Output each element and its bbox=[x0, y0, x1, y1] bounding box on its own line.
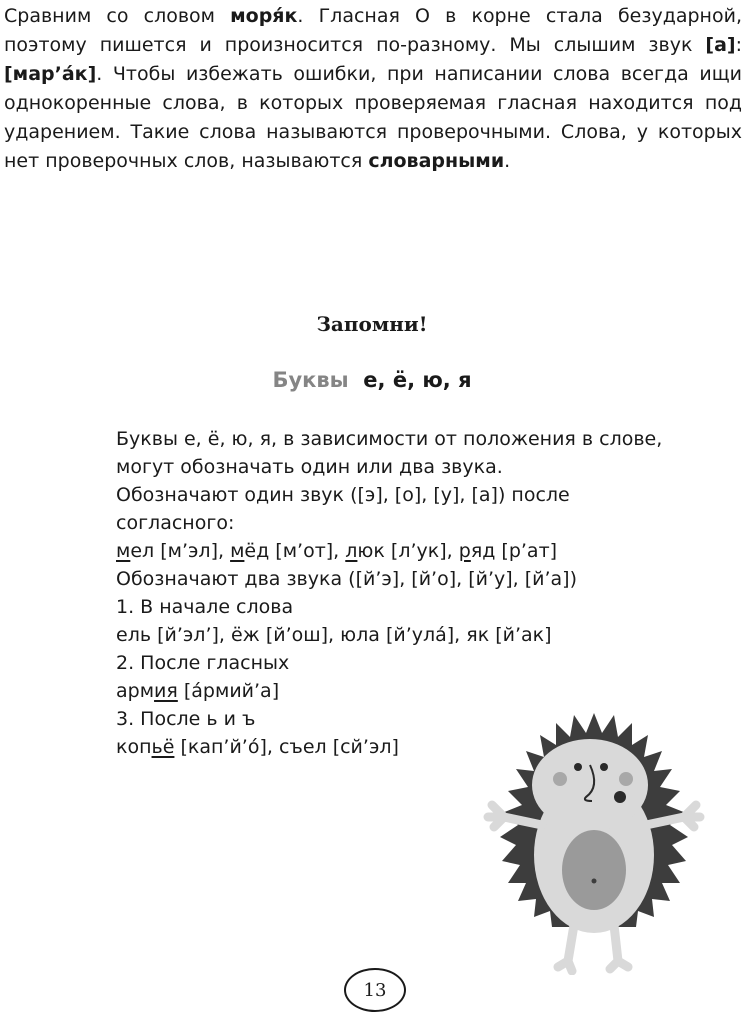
remember-heading: Запомни! bbox=[316, 312, 428, 336]
rule-two-sounds: Обозначают два звука ([й’э], [й’о], [й’у], [й’а]) bbox=[116, 568, 578, 590]
hedgehog-eye-left bbox=[574, 763, 582, 771]
case-word-start: 1. В начале слова bbox=[116, 596, 294, 618]
case-after-vowels: 2. После гласных bbox=[116, 652, 290, 674]
page-number: 13 bbox=[344, 968, 406, 1012]
hedgehog-belly-patch bbox=[562, 830, 626, 910]
example-after-signs: копьё [кап’й’о́], съел [сй’эл] bbox=[116, 736, 399, 758]
transcription-marak: [мар’а́к] bbox=[4, 63, 97, 85]
hedgehog-illustration bbox=[482, 705, 706, 975]
hedgehog-face bbox=[532, 739, 648, 831]
rule-one-sound: Обозначают один звук ([э], [о], [у], [а]) после согласного: bbox=[116, 484, 570, 534]
letters-title-letters: е, ё, ю, я bbox=[363, 368, 472, 392]
word-slovarnymi: словарными bbox=[368, 150, 505, 172]
hedgehog-eye-right bbox=[600, 763, 608, 771]
hedgehog-leg-right bbox=[610, 925, 628, 969]
example-one-sound: мел [м’эл], мёд [м’от], люк [л’ук], ряд [р’ат] bbox=[116, 540, 558, 562]
sound-a: [а] bbox=[705, 34, 736, 56]
rule-intro: Буквы е, ё, ю, я, в зависимости от положения в слове, могут обозначать один или два звука. bbox=[116, 428, 663, 478]
example-after-vowels: армия [а́рмий’а] bbox=[116, 680, 280, 702]
case-after-signs: 3. После ь и ъ bbox=[116, 708, 256, 730]
letters-title-word: Буквы bbox=[272, 368, 349, 392]
word-moryak: моря́к bbox=[230, 5, 298, 27]
hedgehog-nose bbox=[614, 791, 626, 803]
hedgehog-leg-left bbox=[558, 925, 574, 971]
intro-paragraph: Сравним со словом моря́к. Гласная О в корне стала безударной, поэтому пишется и произносится по-разному. Мы слышим звук [а]: [мар’а́к]. Чтобы избежать ошибки, при написании слова всегда ищи однокоренные слова, в которых проверяемая гласная находится под ударением. Такие слова называются проверочными. Слова, у которых нет проверочных слов, называются словарными. bbox=[4, 5, 742, 172]
letters-title bbox=[0, 368, 744, 392]
example-word-start: ель [й’эл’], ёж [й’ош], юла [й’ула́], як [й’ак] bbox=[116, 624, 552, 646]
